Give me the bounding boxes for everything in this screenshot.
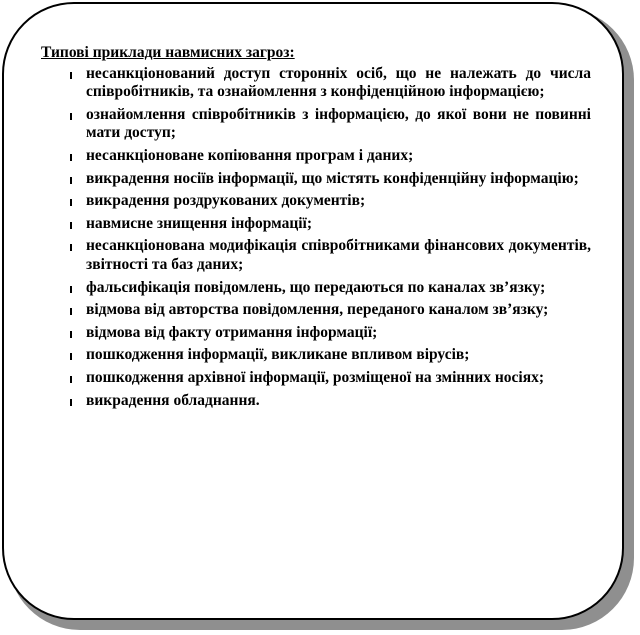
list-item-text: викрадення обладнання. (86, 391, 260, 409)
heading: Типові приклади навмисних загроз: (41, 44, 295, 61)
bullet-icon (70, 72, 72, 79)
bullet-icon (70, 154, 72, 161)
list-item-text: несанкціонований доступ сторонніх осіб, що не належать до числа співробітників, та ознайомлення з конфіденційною інформацією; (86, 64, 591, 101)
list-item (86, 192, 591, 211)
list-item-text: викрадення носіїв інформації, що містять конфіденційну інформацію; (86, 169, 579, 187)
list-item (86, 106, 591, 143)
bullet-icon (70, 177, 72, 184)
list-item (86, 237, 591, 274)
text-content (41, 44, 591, 414)
bullet-icon (70, 113, 72, 120)
list-item (86, 346, 591, 365)
list-item (86, 65, 591, 102)
bullet-icon (70, 353, 72, 360)
list-item-text: пошкодження архівної інформації, розміщеної на змінних носіях; (86, 368, 545, 386)
bullet-icon (70, 399, 72, 406)
bullet-icon (70, 331, 72, 338)
list-item-text: пошкодження інформації, викликане впливом вірусів; (86, 346, 470, 364)
list-item-text: відмова від авторства повідомлення, переданого каналом зв’язку; (86, 301, 549, 319)
list-item (86, 301, 591, 320)
list-item (86, 215, 591, 234)
bullet-icon (70, 199, 72, 206)
list-item-text: ознайомлення співробітників з інформацією, до якої вони не повинні мати доступ; (86, 105, 591, 142)
bullet-icon (70, 308, 72, 315)
list-item (86, 369, 591, 388)
list-item (86, 392, 591, 411)
bullet-icon (70, 244, 72, 251)
list-item (86, 279, 591, 298)
list-item (86, 324, 591, 343)
threat-list (41, 65, 591, 411)
list-item-text: відмова від факту отримання інформації; (86, 323, 378, 341)
bullet-icon (70, 222, 72, 229)
list-item-text: несанкціоноване копіювання програм і даних; (86, 146, 414, 164)
bullet-icon (70, 286, 72, 293)
bullet-icon (70, 376, 72, 383)
list-item-text: викрадення роздрукованих документів; (86, 192, 366, 210)
list-item-text: несанкціонована модифікація співробітниками фінансових документів, звітності та баз даних; (86, 237, 591, 273)
list-item-text: фальсифікація повідомлень, що передаються по каналах зв’язку; (86, 278, 546, 296)
list-item (86, 147, 591, 166)
list-item (86, 170, 591, 189)
list-item-text: навмисне знищення інформації; (86, 214, 313, 232)
